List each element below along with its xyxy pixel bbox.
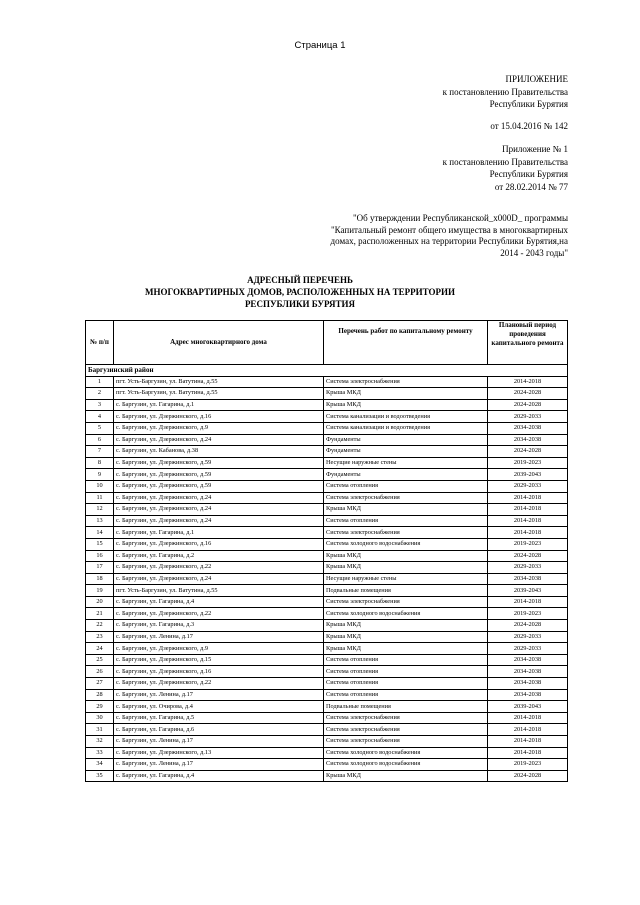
row-address: с. Баргузин, ул. Дзержинского, д.59 <box>114 457 324 469</box>
row-address: с. Баргузин, ул. Дзержинского, д.24 <box>114 573 324 585</box>
appendix1-date: от 28.02.2014 № 77 <box>494 181 568 192</box>
row-address: с. Баргузин, ул. Гагарина, д.5 <box>114 712 324 724</box>
row-number: 27 <box>86 678 114 690</box>
district-row: Баргузинский район <box>86 365 568 377</box>
row-address: с. Баргузин, ул. Дзержинского, д.13 <box>114 747 324 759</box>
table-row <box>86 701 568 713</box>
table-row <box>86 620 568 632</box>
row-address: с. Баргузин, ул. Дзержинского, д.22 <box>114 678 324 690</box>
row-address: с. Баргузин, ул. Дзержинского, д.15 <box>114 654 324 666</box>
row-address: с. Баргузин, ул. Ленина, д.17 <box>114 736 324 748</box>
table-row <box>86 550 568 562</box>
table-row <box>86 515 568 527</box>
row-address: с. Баргузин, ул. Гагарина, д.3 <box>114 620 324 632</box>
appendix1-block <box>443 143 568 193</box>
row-work: Система электроснабжения <box>324 596 488 608</box>
row-period: 2019-2023 <box>488 759 568 771</box>
table-row <box>86 469 568 481</box>
row-number: 1 <box>86 376 114 388</box>
title-line: РЕСПУБЛИКИ БУРЯТИЯ <box>244 298 356 309</box>
table-row <box>86 434 568 446</box>
row-period: 2014-2018 <box>488 724 568 736</box>
row-work: Система отопления <box>324 689 488 701</box>
row-number: 23 <box>86 631 114 643</box>
row-period: 2014-2018 <box>488 527 568 539</box>
row-address: с. Баргузин, ул. Дзержинского, д.59 <box>114 480 324 492</box>
row-number: 4 <box>86 411 114 423</box>
table-row <box>86 689 568 701</box>
row-address: с. Баргузин, ул. Гагарина, д.4 <box>114 596 324 608</box>
row-work: Система электроснабжения <box>324 736 488 748</box>
header-address: Адрес многоквартирного дома <box>114 321 324 365</box>
row-address: с. Баргузин, ул. Дзержинского, д.24 <box>114 504 324 516</box>
row-period: 2029-2033 <box>488 480 568 492</box>
row-address: с. Баргузин, ул. Дзержинского, д.59 <box>114 469 324 481</box>
row-work: Система электроснабжения <box>324 492 488 504</box>
row-address: с. Баргузин, ул. Дзержинского, д.22 <box>114 608 324 620</box>
row-work: Система канализации и водоотведения <box>324 422 488 434</box>
row-period: 2034-2038 <box>488 654 568 666</box>
row-period: 2039-2043 <box>488 585 568 597</box>
row-work: Система холодного водоснабжения <box>324 747 488 759</box>
row-work: Фундаменты <box>324 434 488 446</box>
row-address: с. Баргузин, ул. Ленина, д.17 <box>114 759 324 771</box>
row-address: с. Баргузин, ул. Дзержинского, д.22 <box>114 562 324 574</box>
table-row <box>86 538 568 550</box>
table-row <box>86 712 568 724</box>
table-row <box>86 527 568 539</box>
row-address: пгт. Усть-Баргузин, ул. Ватутина, д.55 <box>114 388 324 400</box>
row-period: 2029-2033 <box>488 631 568 643</box>
row-work: Система отопления <box>324 480 488 492</box>
row-work: Система электроснабжения <box>324 712 488 724</box>
appendix-line: к постановлению Правительства <box>442 86 568 97</box>
row-address: пгт. Усть-Баргузин, ул. Ватутина, д.55 <box>114 585 324 597</box>
table-row <box>86 388 568 400</box>
table-row <box>86 666 568 678</box>
row-work: Фундаменты <box>324 469 488 481</box>
row-work: Система электроснабжения <box>324 376 488 388</box>
row-number: 32 <box>86 736 114 748</box>
row-period: 2029-2033 <box>488 411 568 423</box>
row-number: 22 <box>86 620 114 632</box>
row-period: 2014-2018 <box>488 747 568 759</box>
title-line: МНОГОКВАРТИРНЫХ ДОМОВ, РАСПОЛОЖЕННЫХ НА ТЕРРИТОРИИ <box>145 286 455 297</box>
row-number: 15 <box>86 538 114 550</box>
table-row <box>86 678 568 690</box>
row-work: Система отопления <box>324 654 488 666</box>
row-work: Крыша МКД <box>324 643 488 655</box>
table-row <box>86 596 568 608</box>
row-address: с. Баргузин, ул. Гагарина, д.6 <box>114 724 324 736</box>
address-register-table <box>85 320 568 782</box>
row-number: 24 <box>86 643 114 655</box>
header-period: Плановый период проведения капитального ремонта <box>488 321 568 365</box>
row-period: 2039-2043 <box>488 469 568 481</box>
table-row <box>86 457 568 469</box>
row-period: 2024-2028 <box>488 550 568 562</box>
row-work: Система отопления <box>324 666 488 678</box>
row-period: 2034-2038 <box>488 422 568 434</box>
row-number: 12 <box>86 504 114 516</box>
appendix-block <box>443 73 568 132</box>
table-row <box>86 643 568 655</box>
row-number: 8 <box>86 457 114 469</box>
row-number: 35 <box>86 770 114 782</box>
row-address: с. Баргузин, ул. Гагарина, д.2 <box>114 550 324 562</box>
row-work: Крыша МКД <box>324 631 488 643</box>
appendix1-line: Приложение № 1 <box>502 144 568 154</box>
row-work: Система холодного водоснабжения <box>324 608 488 620</box>
row-address: пгт. Усть-Баргузин, ул. Ватутина, д.55 <box>114 376 324 388</box>
appendix-date: от 15.04.2016 № 142 <box>490 120 568 131</box>
row-number: 6 <box>86 434 114 446</box>
row-number: 2 <box>86 388 114 400</box>
table-row <box>86 446 568 458</box>
row-number: 16 <box>86 550 114 562</box>
row-address: с. Баргузин, ул. Гагарина, д.1 <box>114 527 324 539</box>
table-row <box>86 492 568 504</box>
header-num: № п/п <box>86 321 114 365</box>
row-period: 2029-2033 <box>488 562 568 574</box>
table-row <box>86 770 568 782</box>
row-work: Крыша МКД <box>324 770 488 782</box>
row-number: 3 <box>86 399 114 411</box>
row-work: Крыша МКД <box>324 399 488 411</box>
table-row <box>86 422 568 434</box>
table-row <box>86 747 568 759</box>
row-work: Система холодного водоснабжения <box>324 538 488 550</box>
table-row <box>86 399 568 411</box>
row-address: с. Баргузин, ул. Ленина, д.17 <box>114 631 324 643</box>
table-row <box>86 573 568 585</box>
row-period: 2014-2018 <box>488 596 568 608</box>
row-address: с. Баргузин, ул. Дзержинского, д.9 <box>114 643 324 655</box>
row-number: 18 <box>86 573 114 585</box>
table-row <box>86 724 568 736</box>
row-number: 9 <box>86 469 114 481</box>
row-address: с. Баргузин, ул. Гагарина, д.1 <box>114 399 324 411</box>
row-work: Система электроснабжения <box>324 724 488 736</box>
table-row <box>86 759 568 771</box>
table-row <box>86 376 568 388</box>
row-period: 2034-2038 <box>488 678 568 690</box>
row-work: Система холодного водоснабжения <box>324 759 488 771</box>
row-work: Подвальные помещения <box>324 585 488 597</box>
row-address: с. Баргузин, ул. Дзержинского, д.24 <box>114 515 324 527</box>
row-work: Крыша МКД <box>324 388 488 400</box>
row-address: с. Баргузин, ул. Дзержинского, д.16 <box>114 666 324 678</box>
row-work: Система электроснабжения <box>324 527 488 539</box>
row-period: 2014-2018 <box>488 515 568 527</box>
row-address: с. Баргузин, ул. Ленина, д.17 <box>114 689 324 701</box>
row-period: 2024-2028 <box>488 770 568 782</box>
row-number: 28 <box>86 689 114 701</box>
table-row <box>86 562 568 574</box>
row-number: 10 <box>86 480 114 492</box>
row-number: 20 <box>86 596 114 608</box>
row-number: 13 <box>86 515 114 527</box>
table-row <box>86 585 568 597</box>
table-row <box>86 631 568 643</box>
row-number: 33 <box>86 747 114 759</box>
row-period: 2014-2018 <box>488 376 568 388</box>
row-address: с. Баргузин, ул. Очирова, д.4 <box>114 701 324 713</box>
row-work: Подвальные помещения <box>324 701 488 713</box>
table-row <box>86 654 568 666</box>
row-work: Система отопления <box>324 515 488 527</box>
row-address: с. Баргузин, ул. Дзержинского, д.24 <box>114 434 324 446</box>
document-title <box>100 275 500 310</box>
row-address: с. Баргузин, ул. Дзержинского, д.16 <box>114 538 324 550</box>
row-period: 2024-2028 <box>488 446 568 458</box>
table-row <box>86 480 568 492</box>
title-line: АДРЕСНЫЙ ПЕРЕЧЕНЬ <box>247 275 353 285</box>
row-number: 30 <box>86 712 114 724</box>
table-row <box>86 608 568 620</box>
row-work: Несущие наружные стены <box>324 457 488 469</box>
appendix-line: ПРИЛОЖЕНИЕ <box>505 74 568 84</box>
row-work: Крыша МКД <box>324 550 488 562</box>
page-header: Страница 1 <box>294 40 346 51</box>
row-period: 2034-2038 <box>488 689 568 701</box>
row-number: 31 <box>86 724 114 736</box>
row-work: Система отопления <box>324 678 488 690</box>
table-row <box>86 411 568 423</box>
row-number: 26 <box>86 666 114 678</box>
row-period: 2019-2023 <box>488 457 568 469</box>
appendix1-line: Республики Бурятия <box>489 169 568 180</box>
row-period: 2024-2028 <box>488 388 568 400</box>
row-number: 11 <box>86 492 114 504</box>
row-period: 2039-2043 <box>488 701 568 713</box>
row-period: 2014-2018 <box>488 736 568 748</box>
row-number: 5 <box>86 422 114 434</box>
approval-text: "Об утверждении Республиканской_x000D_ программы "Капитальный ремонт общего имущества в многоквартирных домах, расположенных на территории Республики Бурятия,на 2014 - 2043 годы" <box>330 213 568 258</box>
row-address: с. Баргузин, ул. Дзержинского, д.16 <box>114 411 324 423</box>
row-period: 2014-2018 <box>488 492 568 504</box>
row-work: Несущие наружные стены <box>324 573 488 585</box>
row-work: Система канализации и водоотведения <box>324 411 488 423</box>
row-work: Крыша МКД <box>324 504 488 516</box>
appendix1-line: к постановлению Правительства <box>442 156 568 167</box>
row-period: 2024-2028 <box>488 620 568 632</box>
row-period: 2034-2038 <box>488 573 568 585</box>
row-period: 2019-2023 <box>488 538 568 550</box>
row-period: 2034-2038 <box>488 666 568 678</box>
row-period: 2014-2018 <box>488 504 568 516</box>
row-address: с. Баргузин, ул. Дзержинского, д.24 <box>114 492 324 504</box>
appendix-line: Республики Бурятия <box>489 99 568 110</box>
row-period: 2034-2038 <box>488 434 568 446</box>
table-row <box>86 504 568 516</box>
row-number: 21 <box>86 608 114 620</box>
row-period: 2014-2018 <box>488 712 568 724</box>
row-address: с. Баргузин, ул. Кабанова, д.38 <box>114 446 324 458</box>
row-number: 25 <box>86 654 114 666</box>
row-number: 14 <box>86 527 114 539</box>
row-work: Крыша МКД <box>324 620 488 632</box>
row-work: Фундаменты <box>324 446 488 458</box>
row-period: 2024-2028 <box>488 399 568 411</box>
row-address: с. Баргузин, ул. Гагарина, д.4 <box>114 770 324 782</box>
table-row <box>86 736 568 748</box>
row-number: 19 <box>86 585 114 597</box>
row-work: Крыша МКД <box>324 562 488 574</box>
row-address: с. Баргузин, ул. Дзержинского, д.9 <box>114 422 324 434</box>
row-number: 29 <box>86 701 114 713</box>
row-number: 7 <box>86 446 114 458</box>
row-period: 2019-2023 <box>488 608 568 620</box>
row-period: 2029-2033 <box>488 643 568 655</box>
header-work: Перечень работ по капитальному ремонту <box>324 321 488 365</box>
row-number: 17 <box>86 562 114 574</box>
row-number: 34 <box>86 759 114 771</box>
